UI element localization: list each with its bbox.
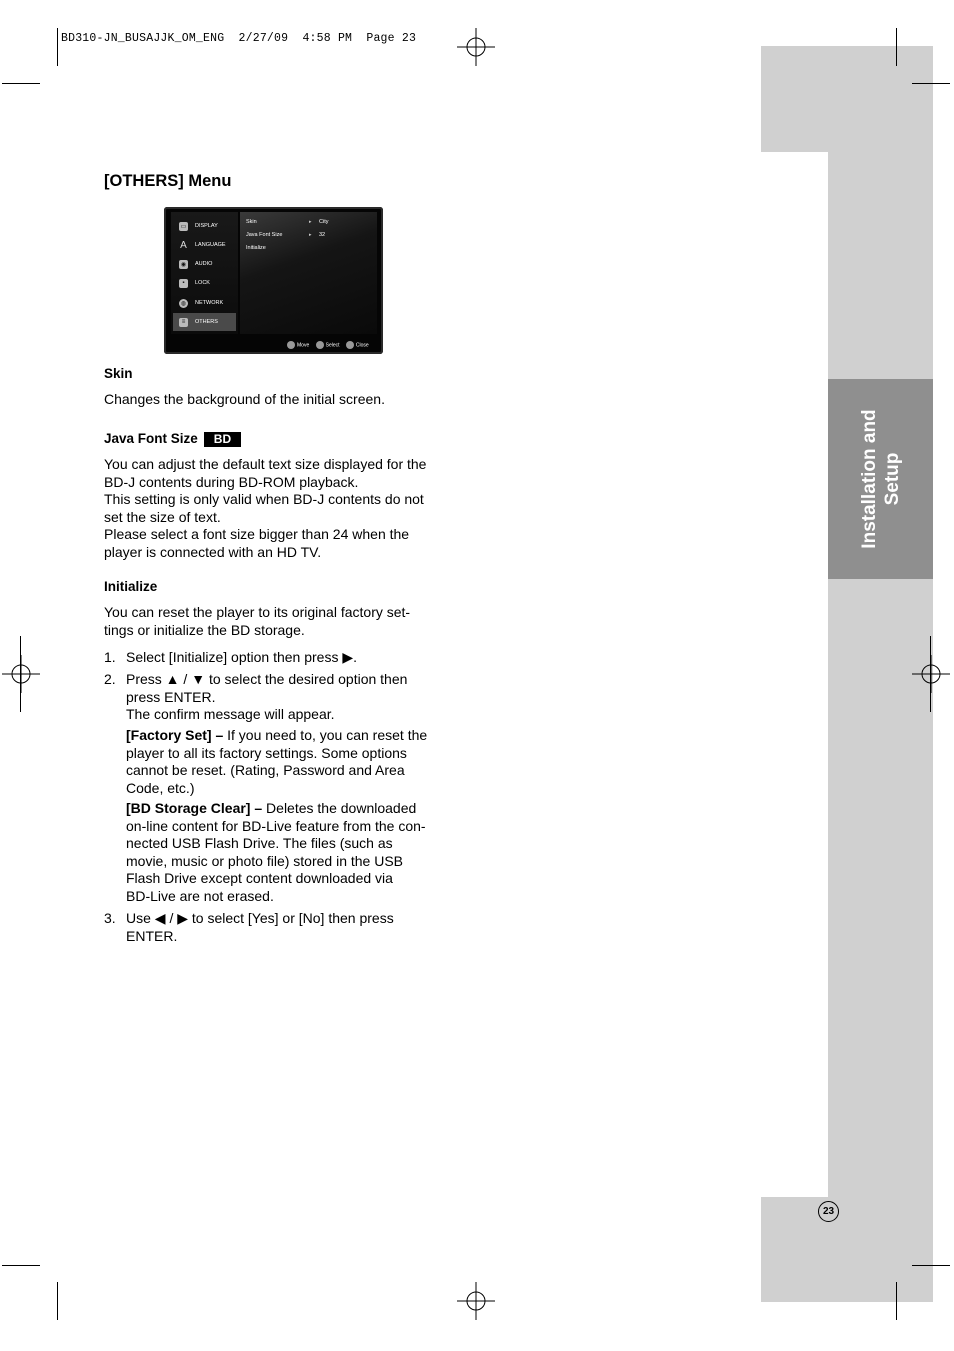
menu-item-lock: ▪ LOCK bbox=[173, 274, 236, 292]
close-icon bbox=[346, 341, 354, 349]
menu-item-display: ▭ DISPLAY bbox=[180, 223, 218, 230]
page-number: 23 bbox=[818, 1201, 839, 1222]
skin-heading: Skin bbox=[104, 366, 133, 381]
crop-mark bbox=[896, 28, 897, 66]
registration-mark-bottom bbox=[457, 1282, 495, 1320]
java-font-size-description: You can adjust the default text size displayed for the BD-J contents during BD-ROM playback. This setting is only valid when BD-J contents do not set the size of text. Please select a font size bigger than 24 when the player is connected with an HD TV. bbox=[104, 456, 427, 560]
others-icon: ≡ bbox=[179, 318, 188, 327]
print-slug: BD310-JN_BUSAJJK_OM_ENG 2/27/09 4:58 PM Page 23 bbox=[61, 32, 417, 45]
others-menu-screenshot bbox=[164, 207, 383, 354]
menu-footer: Move Select Close bbox=[282, 341, 369, 349]
crop-mark bbox=[2, 1265, 40, 1266]
menu-option-java-font-size-value: 32 bbox=[319, 232, 326, 238]
section-tab bbox=[828, 379, 933, 579]
step-1-text: Select [Initialize] option then press ▶. bbox=[126, 649, 357, 665]
menu-options-panel bbox=[240, 212, 377, 334]
lock-icon: ▪ bbox=[179, 279, 188, 288]
bd-storage-clear-description: [BD Storage Clear] – Deletes the downloaded on-line content for BD-Live feature from the con- nected USB Flash Drive. The files (such as movie, music or photo file) stored in the USB Flash Drive except content downloaded via BD-Live are not erased. bbox=[126, 800, 426, 904]
bd-badge: BD bbox=[204, 432, 241, 447]
page-title: [OTHERS] Menu bbox=[104, 172, 232, 190]
display-icon: ▭ bbox=[180, 223, 187, 230]
crop-mark bbox=[2, 83, 40, 84]
move-icon bbox=[287, 341, 295, 349]
crop-mark bbox=[912, 1265, 950, 1266]
arrow-right-icon: ▸ bbox=[309, 219, 312, 225]
step-2-text: Press ▲ / ▼ to select the desired option then press ENTER. The confirm message will appear. bbox=[126, 671, 408, 722]
java-font-size-heading: Java Font Size BD bbox=[104, 431, 241, 447]
factory-set-description: [Factory Set] – If you need to, you can reset the player to all its factory settings. Some options cannot be reset. (Rating, Password and Area Code, etc.) bbox=[126, 727, 428, 796]
menu-option-skin-value: City bbox=[319, 219, 329, 225]
step-3-text: Use ◀ / ▶ to select [Yes] or [No] then press ENTER. bbox=[126, 910, 394, 944]
menu-item-others: ≡ OTHERS bbox=[173, 313, 236, 331]
step-number: 2. bbox=[104, 671, 116, 687]
menu-option-skin: Skin bbox=[246, 219, 257, 225]
registration-mark-left bbox=[2, 655, 40, 693]
menu-item-network: ◍ NETWORK bbox=[180, 300, 224, 307]
menu-option-java-font-size: Java Font Size bbox=[246, 232, 283, 238]
menu-item-audio: ◉ AUDIO bbox=[180, 261, 213, 268]
registration-mark-top bbox=[457, 28, 495, 66]
side-panel-bottom bbox=[761, 1197, 933, 1302]
initialize-heading: Initialize bbox=[104, 579, 158, 594]
arrow-right-icon: ▸ bbox=[309, 232, 312, 238]
menu-item-language: A LANGUAGE bbox=[180, 239, 226, 251]
step-number: 3. bbox=[104, 910, 116, 926]
initialize-description: You can reset the player to its original factory set- tings or initialize the BD storage. bbox=[104, 604, 411, 638]
section-tab-label: Installation and Setup bbox=[858, 409, 903, 549]
menu-option-initialize: Initialize bbox=[246, 245, 266, 251]
registration-mark-right bbox=[912, 655, 950, 693]
side-panel-top bbox=[761, 46, 933, 152]
crop-mark bbox=[896, 1282, 897, 1320]
select-icon bbox=[316, 341, 324, 349]
language-icon: A bbox=[180, 239, 187, 251]
menu-category-list bbox=[171, 212, 238, 334]
speaker-icon: ◉ bbox=[180, 261, 187, 268]
step-number: 1. bbox=[104, 649, 116, 665]
globe-icon: ◍ bbox=[180, 300, 187, 307]
skin-description: Changes the background of the initial screen. bbox=[104, 391, 385, 407]
crop-mark bbox=[912, 83, 950, 84]
crop-mark bbox=[57, 28, 58, 66]
crop-mark bbox=[20, 636, 21, 712]
crop-mark bbox=[57, 1282, 58, 1320]
crop-mark bbox=[930, 636, 931, 712]
